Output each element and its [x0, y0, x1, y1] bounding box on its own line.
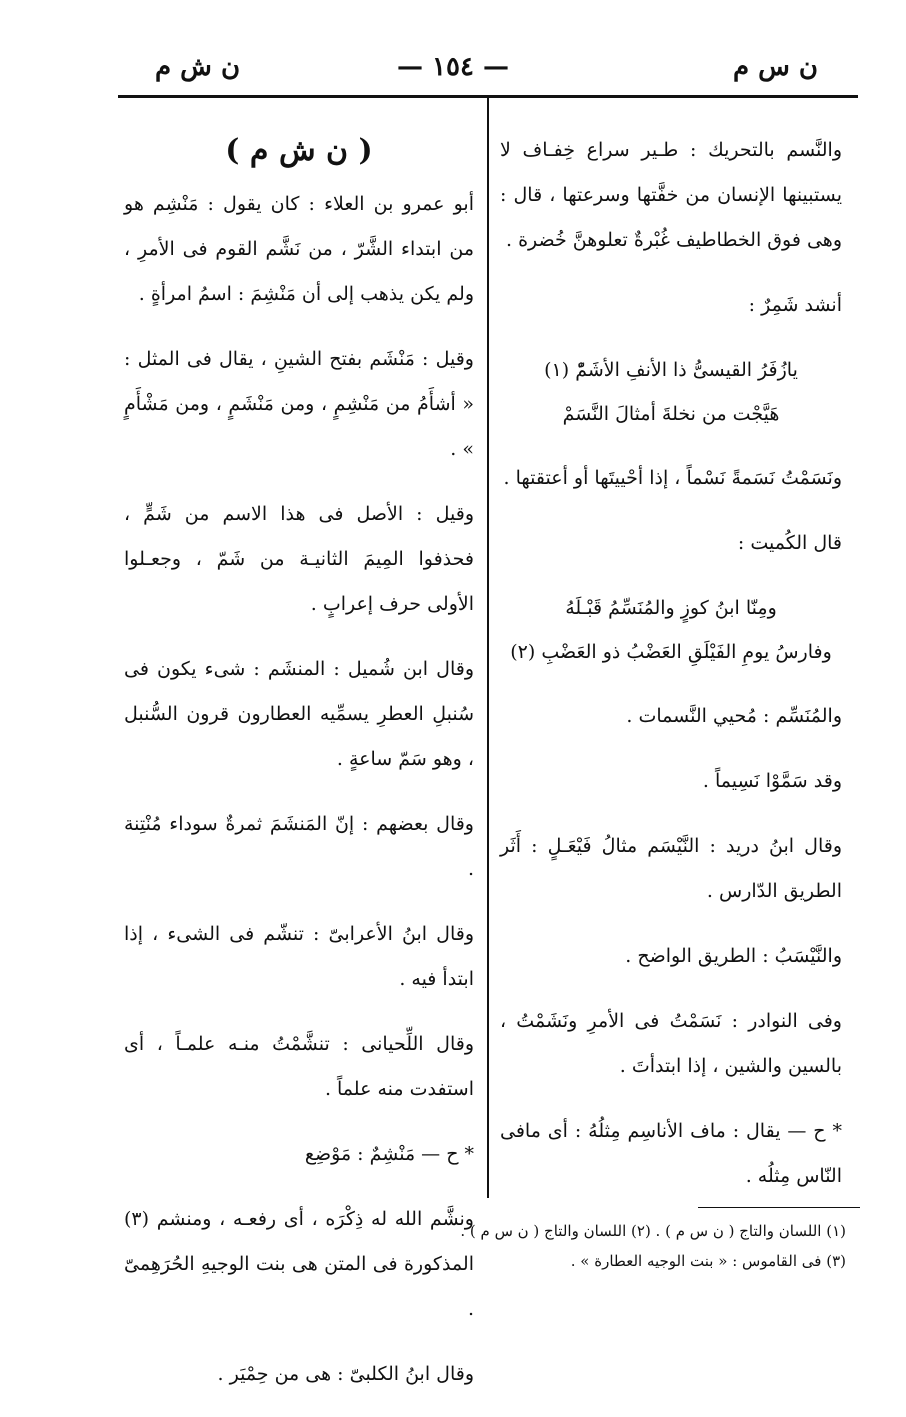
paragraph: أنشد شَمِرٌ :	[748, 294, 842, 316]
paragraph: وقال ابنُ دريد : النَّيْسَم مثالُ فَيْعَـلٍ : أَثَر الطريق الدّارس .	[500, 835, 842, 902]
right-column	[500, 128, 842, 1219]
paragraph: وقال اللِّحيانى : تنشَّمْتُ منـه علمـاً ، أى استفدت منه علماً .	[124, 1033, 474, 1100]
paragraph: * ح — يقال : ماف الأناسِم مِثلُهُ : أى مافى النّاس مِثلُه .	[500, 1120, 842, 1187]
paragraph: والنَّسم بالتحريك : طـير سراع خِفـاف لا يستبينها الإنسان من خفَّتها وسرعتها ، قال : وهى فوق الخطاطيف غُبْرةٌ تعلوهنَّ خُضرة .	[500, 139, 842, 251]
verse-line: ومِنّا ابنُ كوزٍ والمُنَسِّمُ قَبْـلَهُ	[565, 597, 777, 619]
paragraph: ونَسَمْتُ نَسَمةً نَسْماً ، إذا أحْييتَها أو أعتقتها .	[503, 467, 842, 489]
paragraph: والنَّيْسَبُ : الطريق الواضح .	[625, 945, 842, 967]
paragraph: وقيل : الأصل فى هذا الاسم من شَمٍّ ، فحذفوا المِيمَ الثانيـة من شَمّ ، وجعـلوا الأولى حرف إعرابٍ .	[124, 503, 474, 615]
paragraph: وقد سَمَّوْا نَسِيماً .	[702, 770, 842, 792]
paragraph: أبو عمرو بن العلاء : كان يقول : مَنْشِم هو من ابتداء الشَّرّ ، من نَشَّم القوم فى الأمرِ ، ولم يكن يذهب إلى أن مَنْشِمَ : اسمُ امرأةٍ .	[124, 193, 474, 305]
verse-line: يازُفَرُ القيسىُّ ذا الأنفِ الأشَمّْ (١)	[544, 359, 798, 381]
paragraph: وقال ابنُ الكلبىّ : هى من حِمْيَر .	[217, 1363, 474, 1385]
column-divider	[487, 98, 489, 1198]
paragraph: وقال ابن شُميل : المنشَم : شىء يكون فى سُنبلِ العطرِ يسمِّيه العطارون قرون السُّنبل ، وهو سَمّ ساعةٍ .	[124, 658, 474, 770]
footnote-rule	[698, 1207, 860, 1208]
paragraph: * ح — مَنْشِمٌ : مَوْضِع	[304, 1143, 474, 1165]
entry-heading: ( ن ش م )	[225, 133, 373, 168]
running-head-right: ن س م	[732, 52, 818, 82]
paragraph: وقال بعضهم : إنّ المَنشَمَ ثمرةٌ سوداء مُنْتِنة .	[124, 813, 474, 880]
paragraph: قال الكُميت :	[737, 532, 842, 554]
paragraph: وقال ابنُ الأعرابىّ : تنشّم فى الشىء ، إذا ابتدأ فيه .	[124, 923, 474, 990]
footnote: (١) اللسان والتاج ( ن س م ) . (٢) اللسان والتاج ( ن س م ) .	[460, 1222, 846, 1240]
page-number: — ١٥٤ —	[396, 52, 510, 82]
paragraph: وقيل : مَنْشَم بفتح الشينِ ، يقال فى المثل : « أشأَمُ من مَنْشِمٍ ، ومن مَنْشَمٍ ، ومن مَشْأَمٍ » .	[124, 348, 474, 460]
paragraph: والمُنَسِّم : مُحيي النَّسمات .	[626, 705, 842, 727]
verse-line: وفارسُ يومِ الفَيْلَقِ العَضْبُ ذو العَضْبِ (٢)	[510, 641, 832, 663]
left-column	[124, 128, 474, 1417]
running-head-left: ن ش م	[155, 52, 241, 82]
paragraph: ونشَّم الله له ذِكْرَه ، أى رفعـه ، ومنشم (٣) المذكورة فى المتن هى بنت الوجيهِ الحُرَهِمىّ .	[124, 1208, 474, 1320]
footnote: (٣) فى القاموس : « بنت الوجيه العطارة » .	[570, 1252, 846, 1270]
verse-line: هَيَّجْت من نخلةَ أمثالَ النَّسَمْ	[562, 403, 780, 425]
paragraph: وفى النوادر : نَسَمْتُ فى الأمرِ ونَشَمْتُ ، بالسين والشين ، إذا ابتدأتَ .	[500, 1010, 842, 1077]
